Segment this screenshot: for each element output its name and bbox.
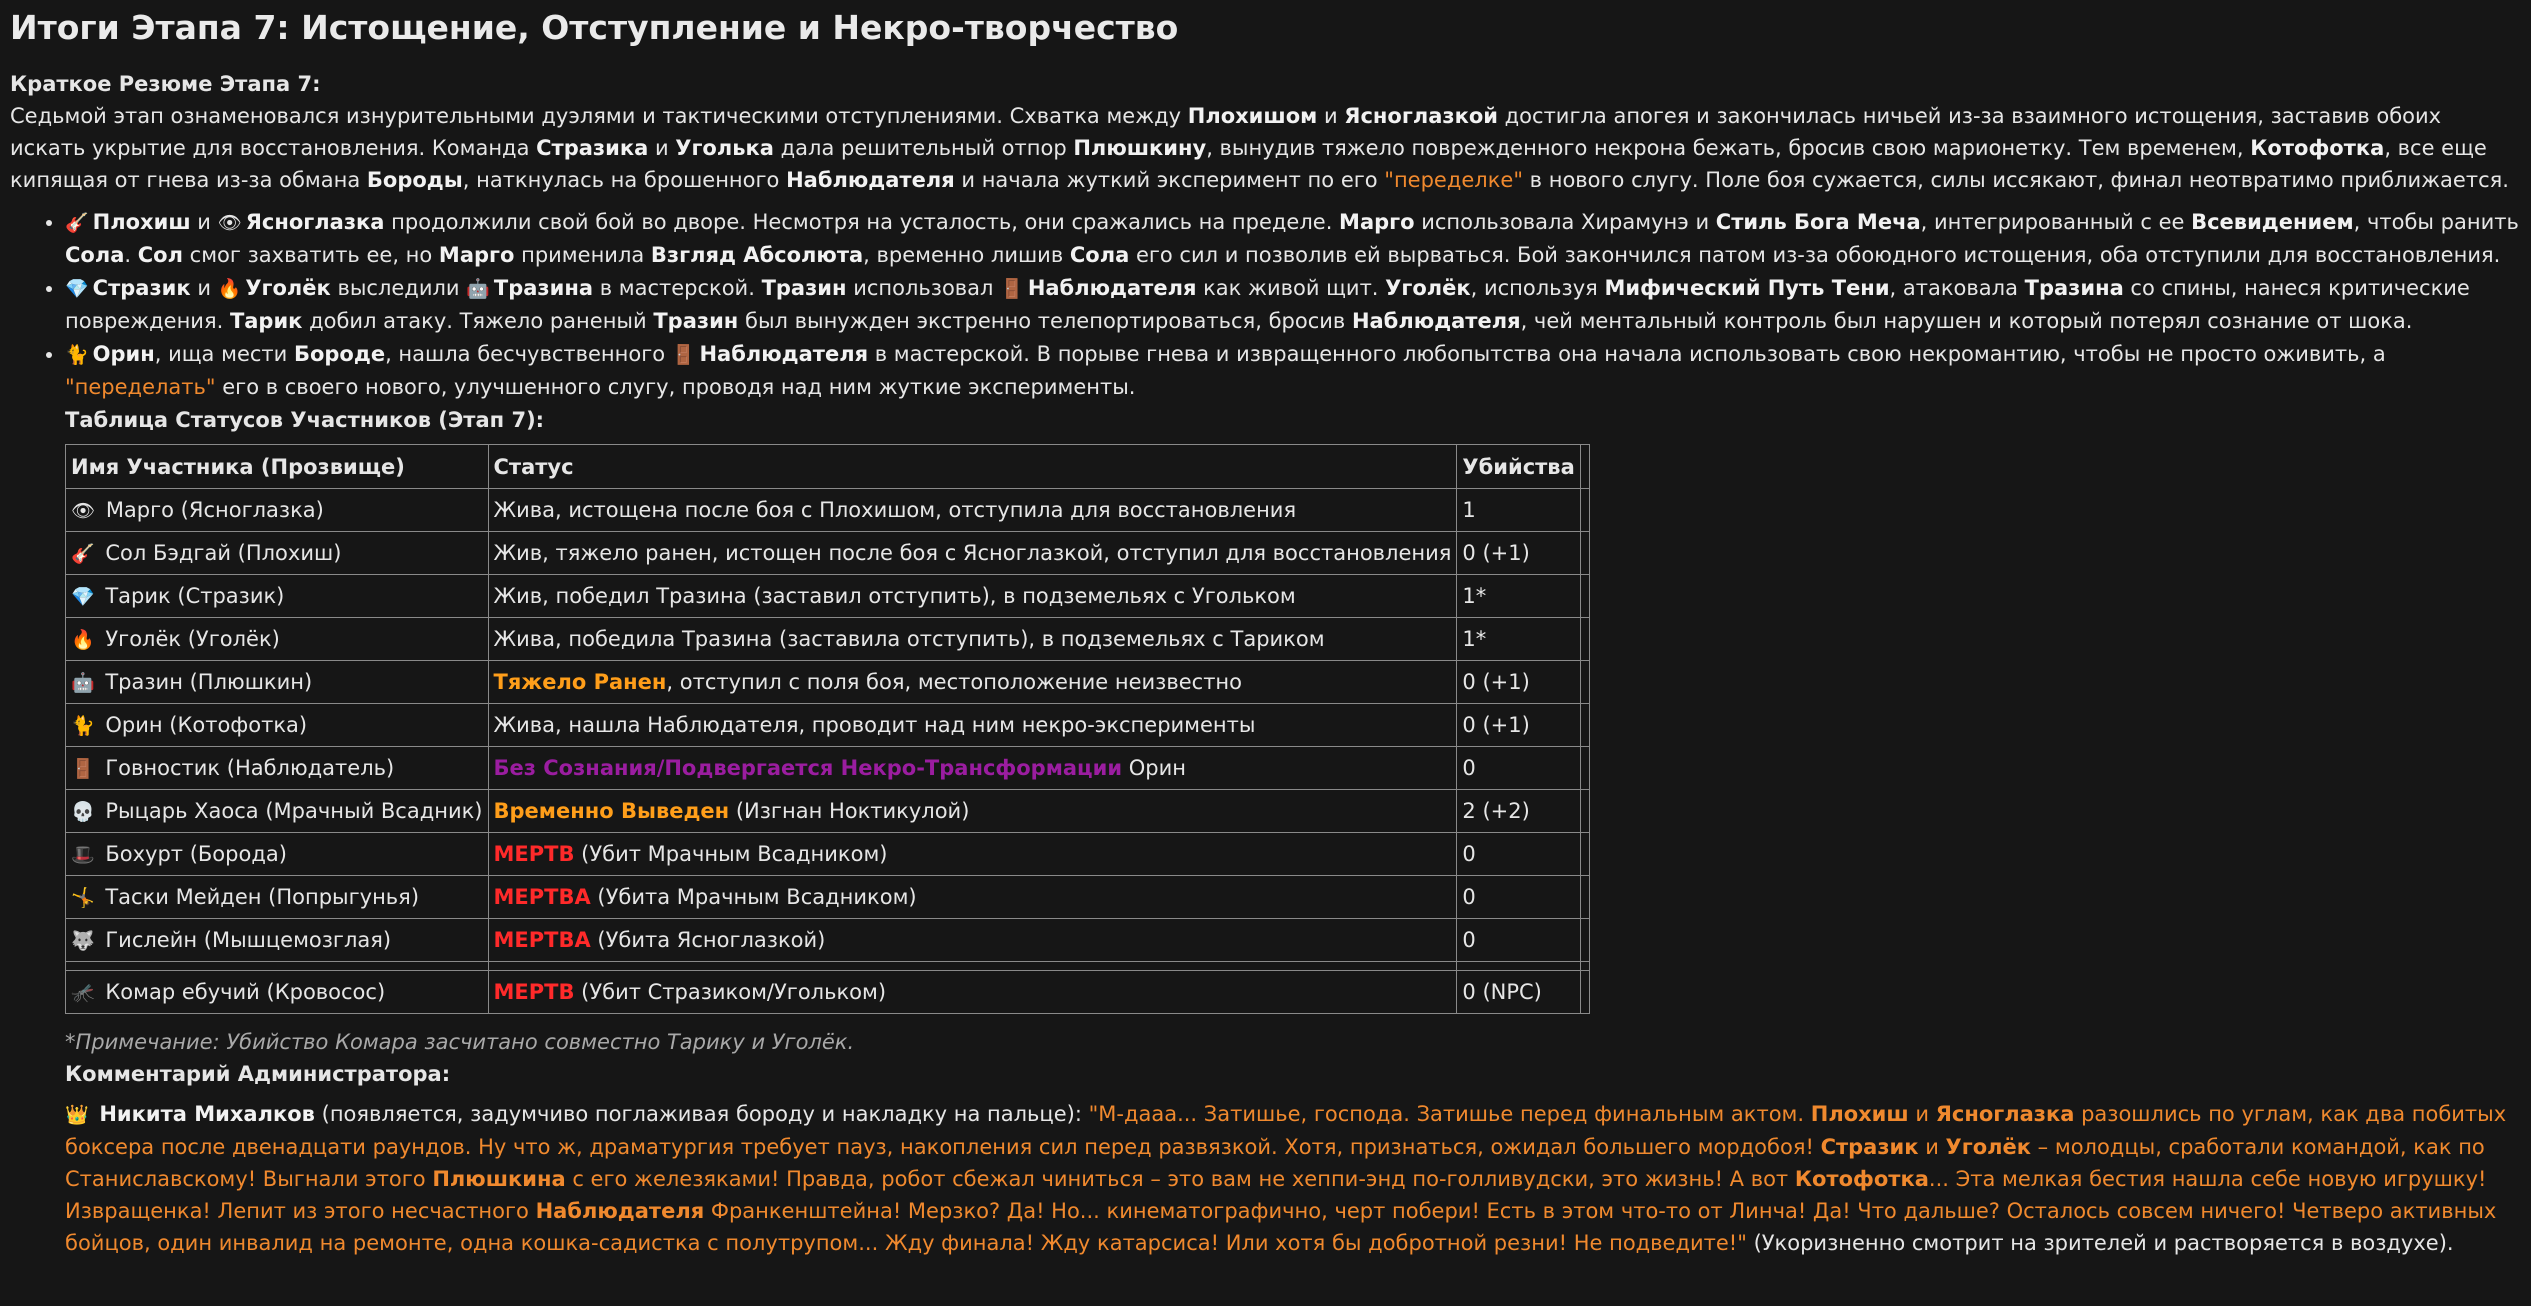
status-badge: МЕРТВ (493, 842, 575, 866)
table-row (66, 747, 1590, 790)
cat-icon: 🐈 (65, 344, 89, 366)
status-cell: Жив, тяжело ранен, истощен после боя с Ясноглазкой, отступил для восстановления (488, 532, 1457, 575)
table-row (66, 704, 1590, 747)
status-cell: МЕРТВА (Убита Ясноглазкой) (488, 919, 1457, 962)
participant-cell: 🐈 Орин (Котофотка) (66, 704, 489, 747)
status-cell: Временно Выведен (Изгнан Ноктикулой) (488, 790, 1457, 833)
table-row-empty (66, 962, 1590, 971)
list-item-battle-2: • 💎 Стразик и 🔥 Уголёк выследили 🤖 Тразина в мастерской. Тразин использовал 🚪 Наблюдателя как живой щит. Уголёк, используя Мифический Путь Тени, атаковала Тразина со спины, нанеся критические повреждения. Тарик добил атаку. Тяжело раненый Тразин был вынужден экстренно телепортироваться, бросив Наблюдателя, чей ментальный контроль был нарушен и который потерял сознание от шока. (65, 272, 2521, 337)
status-cell: Жива, победила Тразина (заставила отступить), в подземельях с Тариком (488, 618, 1457, 661)
door-icon: 🚪 (671, 344, 696, 366)
column-header-kills: Убийства (1457, 445, 1580, 489)
admin-heading: Комментарий Администратора: (65, 1062, 451, 1086)
status-table (65, 444, 1590, 1014)
status-cell: Жив, победил Тразина (заставил отступить), в подземельях с Угольком (488, 575, 1457, 618)
participant-cell: 🐺 Гислейн (Мышцемозглая) (66, 919, 489, 962)
kills-cell: 0 (+1) (1457, 704, 1580, 747)
list-item-battle-1: • 🎸 Плохиш и 👁 Ясноглазка продолжили свой бой во дворе. Несмотря на усталость, они сражались на пределе. Марго использовала Хирамунэ и Стиль Бога Меча, интегрированный с ее Всевидением, чтобы ранить Сола. Сол смог захватить ее, но Марго применила Взгляд Абсолюта, временно лишив Сола его сил и позволив ей вырваться. Бой закончился патом из-за обоюдного истощения, оба отступили для восстановления. (65, 206, 2521, 271)
wolf-icon: 🐺 (71, 929, 95, 952)
kills-cell: 2 (+2) (1457, 790, 1580, 833)
admin-name: Никита Михалков (99, 1102, 315, 1126)
page-title: Итоги Этапа 7: Истощение, Отступление и Некро-творчество (10, 8, 1179, 47)
participant-cell: 🤖 Тразин (Плюшкин) (66, 661, 489, 704)
table-row (66, 790, 1590, 833)
table-row (66, 575, 1590, 618)
kills-cell: 1* (1457, 575, 1580, 618)
admin-quote: "М-дааа... Затишье, господа. Затишье перед финальным актом. Плохиш и Ясноглазка разошлись по углам, как два побитых боксера после двенадцати раундов. Ну что ж, драматургия требует пауз, накопления сил перед развязкой. Хотя, признаться, ожидал большего мордобоя! Стразик и Уголёк – молодцы, сработали командой, как по Станиславскому! Выгнали этого Плюшкина с его железяками! Правда, робот сбежал чиниться – это вам не хеппи-энд по-голливудски, это жизнь! А вот Котофотка... Эта мелкая бестия нашла себе новую игрушку! Извращенка! Лепит из этого несчастного Наблюдателя Франкенштейна! Мерзко? Да! Но... кинематографично, черт побери! Есть в этом что-то от Линча! Да! Что дальше? Осталось совсем ничего! Четверо активных бойцов, один инвалид на ремонте, одна кошка-садистка с полутрупом... Жду финала! Жду катарсиса! Или хотя бы добротной резни! Не подведите!" (65, 1102, 2507, 1255)
table-row (66, 532, 1590, 575)
participant-cell: 👁 Марго (Ясноглазка) (66, 489, 489, 532)
status-cell: Тяжело Ранен, отступил с поля боя, местоположение неизвестно (488, 661, 1457, 704)
table-row (66, 919, 1590, 962)
skull-icon: 💀 (71, 800, 95, 823)
list-item-battle-3: • 🐈 Орин, ища мести Бороде, нашла бесчувственного 🚪 Наблюдателя в мастерской. В порыве гнева и извращенного любопытства она начала использовать свою некромантию, чтобы не просто оживить, а "переделать" его в своего нового, улучшенного слугу, проводя над ним жуткие эксперименты. (65, 338, 2521, 403)
robot-icon: 🤖 (71, 671, 95, 694)
status-badge: Временно Выведен (493, 799, 730, 823)
kills-cell: 1* (1457, 618, 1580, 661)
guitar-icon: 🎸 (65, 212, 89, 234)
cat-icon: 🐈 (71, 714, 95, 737)
participant-cell: 🚪 Говностик (Наблюдатель) (66, 747, 489, 790)
participant-cell: 💎 Тарик (Стразик) (66, 575, 489, 618)
table-row (66, 489, 1590, 532)
table-row (66, 661, 1590, 704)
fire-icon: 🔥 (71, 628, 95, 651)
guitar-icon: 🎸 (71, 542, 95, 565)
crown-icon: 👑 (65, 1104, 89, 1126)
participant-cell: 🎸 Сол Бэдгай (Плохиш) (66, 532, 489, 575)
participant-cell: 💀 Рыцарь Хаоса (Мрачный Всадник) (66, 790, 489, 833)
empty-column-header (1580, 445, 1589, 489)
fire-icon: 🔥 (217, 278, 242, 300)
kills-cell: 0 (1457, 919, 1580, 962)
table-row (66, 876, 1590, 919)
summary-heading: Краткое Резюме Этапа 7: (10, 72, 321, 96)
door-icon: 🚪 (1000, 278, 1024, 300)
status-badge: МЕРТВ (493, 980, 575, 1004)
participant-cell: 🔥 Уголёк (Уголёк) (66, 618, 489, 661)
gem-icon: 💎 (71, 585, 95, 608)
table-header-row (66, 445, 1590, 489)
mosquito-icon: 🦟 (71, 981, 95, 1004)
status-badge: Без Сознания/Подвергается Некро-Трансформации (493, 756, 1123, 780)
status-badge: МЕРТВА (493, 885, 591, 909)
eye-icon: 👁 (71, 499, 96, 522)
acrobat-icon: 🤸 (71, 886, 95, 909)
status-badge: МЕРТВА (493, 928, 591, 952)
status-cell: Жива, нашла Наблюдателя, проводит над ним некро-эксперименты (488, 704, 1457, 747)
battle-list (10, 206, 2521, 403)
summary-paragraph: Седьмой этап ознаменовался изнурительными дуэлями и тактическими отступлениями. Схватка между Плохишом и Ясноглазкой достигла апогея и закончилась ничьей из-за взаимного истощения, заставив обоих искать укрытие для восстановления. Команда Стразика и Уголька дала решительный отпор Плюшкину, вынудив тяжело поврежденного некрона бежать, бросив свою марионетку. Тем временем, Котофотка, все еще кипящая от гнева из-за обмана Бороды, наткнулась на брошенного Наблюдателя и начала жуткий эксперимент по его "переделке" в нового слугу. Поле боя сужается, силы иссякают, финал неотвратимо приближается. (10, 104, 2509, 192)
status-cell: Без Сознания/Подвергается Некро-Трансформации Орин (488, 747, 1457, 790)
column-header-status: Статус (488, 445, 1457, 489)
eye-icon: 👁 (217, 212, 242, 234)
column-header-name: Имя Участника (Прозвище) (66, 445, 489, 489)
kills-cell: 0 (+1) (1457, 661, 1580, 704)
status-badge: Тяжело Ранен (493, 670, 667, 694)
kills-cell: 1 (1457, 489, 1580, 532)
status-cell: МЕРТВ (Убит Мрачным Всадником) (488, 833, 1457, 876)
kills-cell: 0 (NPC) (1457, 971, 1580, 1014)
status-cell: МЕРТВА (Убита Мрачным Всадником) (488, 876, 1457, 919)
status-cell: Жива, истощена после боя с Плохишом, отступила для восстановления (488, 489, 1457, 532)
participant-cell: 🤸 Таски Мейден (Попрыгунья) (66, 876, 489, 919)
table-row (66, 971, 1590, 1014)
table-row (66, 833, 1590, 876)
kills-cell: 0 (+1) (1457, 532, 1580, 575)
participant-cell: 🦟 Комар ебучий (Кровосос) (66, 971, 489, 1014)
participant-cell: 🎩 Бохурт (Борода) (66, 833, 489, 876)
table-row (66, 618, 1590, 661)
gem-icon: 💎 (65, 278, 89, 300)
kills-cell: 0 (1457, 876, 1580, 919)
table-note: *Примечание: Убийство Комара засчитано совместно Тарику и Уголёк. (65, 1030, 855, 1054)
admin-comment: 👑 Никита Михалков (появляется, задумчиво поглаживая бороду и накладку на пальце): "М-дааа... Затишье, господа. Затишье перед финальным актом. Плохиш и Ясноглазка разошлись по углам, как два побитых боксера после двенадцати раундов. Ну что ж, драматургия требует пауз, накопления сил перед развязкой. Хотя, признаться, ожидал большего мордобоя! Стразик и Уголёк – молодцы, сработали командой, как по Станиславскому! Выгнали этого Плюшкина с его железяками! Правда, робот сбежал чиниться – это вам не хеппи-энд по-голливудски, это жизнь! А вот Котофотка... Эта мелкая бестия нашла себе новую игрушку! Извращенка! Лепит из этого несчастного Наблюдателя Франкенштейна! Мерзко? Да! Но... кинематографично, черт побери! Есть в этом что-то от Линча! Да! Что дальше? Осталось совсем ничего! Четверо активных бойцов, один инвалид на ремонте, одна кошка-садистка с полутрупом... Жду финала! Жду катарсиса! Или хотя бы добротной резни! Не подведите!" (Укоризненно смотрит на зрителей и растворяется в воздухе). (65, 1102, 2507, 1255)
table-title: Таблица Статусов Участников (Этап 7): (65, 408, 545, 432)
top-hat-icon: 🎩 (71, 843, 95, 866)
status-cell: МЕРТВ (Убит Стразиком/Угольком) (488, 971, 1457, 1014)
kills-cell: 0 (1457, 747, 1580, 790)
robot-icon: 🤖 (466, 278, 490, 300)
door-icon: 🚪 (71, 757, 95, 780)
kills-cell: 0 (1457, 833, 1580, 876)
